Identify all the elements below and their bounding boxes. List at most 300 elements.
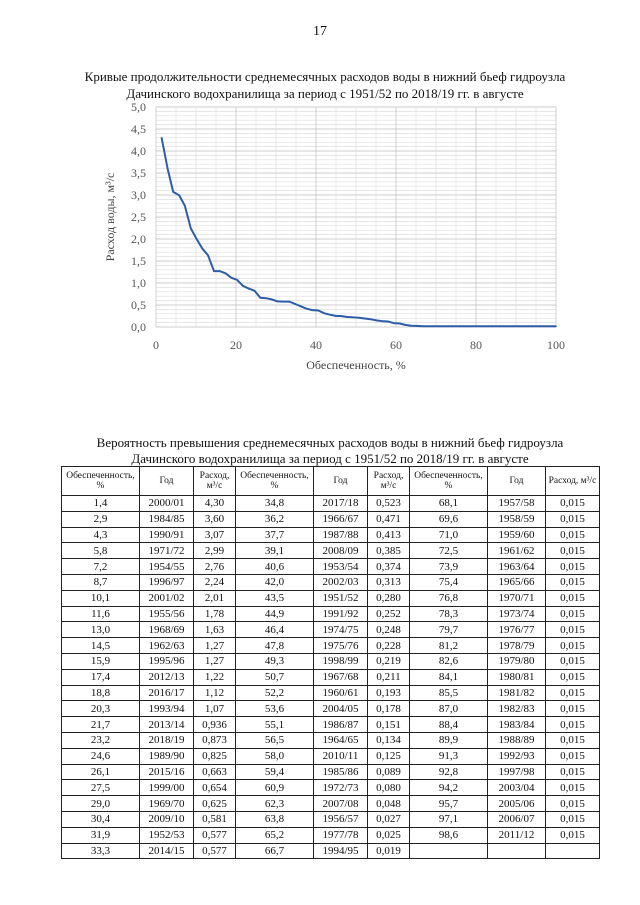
table-cell: 1988/89	[488, 732, 546, 748]
table-cell: 0,125	[368, 748, 410, 764]
table-cell: 1,12	[194, 685, 236, 701]
table-cell: 1,22	[194, 669, 236, 685]
table-cell: 2,01	[194, 590, 236, 606]
data-point	[399, 323, 401, 325]
data-point	[410, 325, 412, 327]
table-cell: 39,1	[236, 543, 314, 559]
table-cell: 0,015	[546, 717, 600, 733]
table-cell: 91,3	[410, 748, 488, 764]
table-cell: 88,4	[410, 717, 488, 733]
table-cell: 1976/77	[488, 622, 546, 638]
table-row	[62, 559, 600, 575]
data-point	[312, 309, 314, 311]
table-cell: 0,280	[368, 590, 410, 606]
table-cell: 1984/85	[140, 511, 194, 527]
y-tick-label: 2,0	[131, 232, 146, 246]
data-point	[184, 205, 186, 207]
table-cell: 1982/83	[488, 701, 546, 717]
table-cell: 1973/74	[488, 606, 546, 622]
table-cell: 0,654	[194, 780, 236, 796]
table-cell: 82,6	[410, 653, 488, 669]
table-cell: 10,1	[62, 590, 140, 606]
x-tick-label: 0	[153, 338, 159, 352]
table-cell: 0,015	[546, 811, 600, 827]
table-cell: 2007/08	[314, 796, 368, 812]
table-cell: 0,151	[368, 717, 410, 733]
data-point	[370, 318, 372, 320]
table-cell: 66,7	[236, 843, 314, 859]
table-cell: 29,0	[62, 796, 140, 812]
data-point	[387, 321, 389, 323]
table-cell: 1972/73	[314, 780, 368, 796]
table-cell: 2009/10	[140, 811, 194, 827]
table-cell: 1963/64	[488, 559, 546, 575]
table-cell: 13,0	[62, 622, 140, 638]
table-cell: 95,7	[410, 796, 488, 812]
data-point	[318, 310, 320, 312]
table-cell: 75,4	[410, 574, 488, 590]
table-cell: 0,015	[546, 543, 600, 559]
data-point	[341, 315, 343, 317]
table-cell: 0,080	[368, 780, 410, 796]
table-cell: 2,24	[194, 574, 236, 590]
table-row	[62, 527, 600, 543]
table-cell: 1979/80	[488, 653, 546, 669]
table-cell: 2004/05	[314, 701, 368, 717]
table-cell: 1991/92	[314, 606, 368, 622]
data-point	[260, 297, 262, 299]
table-cell: 0,413	[368, 527, 410, 543]
table-cell: 63,8	[236, 811, 314, 827]
table-cell: 59,4	[236, 764, 314, 780]
x-tick-label: 40	[310, 338, 322, 352]
table-cell: 85,5	[410, 685, 488, 701]
table-cell: 0,015	[546, 590, 600, 606]
table-cell: 1,07	[194, 701, 236, 717]
table-cell: 1990/91	[140, 527, 194, 543]
data-point	[196, 238, 198, 240]
table-header-cell: Обеспеченность, %	[410, 467, 488, 496]
data-point	[225, 273, 227, 275]
table-body	[62, 496, 600, 859]
data-point	[172, 191, 174, 193]
table-row	[62, 796, 600, 812]
table-cell	[546, 843, 600, 859]
duration-curve-chart	[100, 96, 570, 386]
table-cell: 33,3	[62, 843, 140, 859]
table-cell: 0,625	[194, 796, 236, 812]
data-point	[428, 326, 430, 328]
table-header-cell: Расход, м³/с	[368, 467, 410, 496]
table-cell: 65,2	[236, 827, 314, 843]
table-cell: 0,015	[546, 496, 600, 512]
table-row	[62, 811, 600, 827]
data-point	[323, 312, 325, 314]
table-cell: 1,78	[194, 606, 236, 622]
table-cell: 60,9	[236, 780, 314, 796]
table-title-line-1: Вероятность превышения среднемесячных расходов воды в нижний бьеф гидроузла	[96, 435, 564, 450]
data-point	[178, 195, 180, 197]
data-point	[422, 325, 424, 327]
table-cell: 0,015	[546, 653, 600, 669]
table-cell: 2,99	[194, 543, 236, 559]
table-cell: 0,219	[368, 653, 410, 669]
table-cell: 84,1	[410, 669, 488, 685]
table-cell: 4,3	[62, 527, 140, 543]
table-cell: 8,7	[62, 574, 140, 590]
table-cell: 34,8	[236, 496, 314, 512]
table-cell: 0,134	[368, 732, 410, 748]
table-cell: 0,248	[368, 622, 410, 638]
table-cell: 27,5	[62, 780, 140, 796]
y-tick-label: 3,5	[131, 166, 146, 180]
chart-title-line-1: Кривые продолжительности среднемесячных расходов воды в нижний бьеф гидроузла	[84, 69, 566, 84]
data-point	[213, 270, 215, 272]
table-cell: 53,6	[236, 701, 314, 717]
table-cell: 1986/87	[314, 717, 368, 733]
table-cell: 2005/06	[488, 796, 546, 812]
table-cell: 30,4	[62, 811, 140, 827]
table-cell: 50,7	[236, 669, 314, 685]
table-cell: 0,015	[546, 701, 600, 717]
table-cell: 98,6	[410, 827, 488, 843]
chart-title-line-2: Дачинского водохранилища за период с 1951/52 по 2018/19 гг. в августе	[126, 86, 524, 101]
table-cell: 1987/88	[314, 527, 368, 543]
table-cell: 1969/70	[140, 796, 194, 812]
table-cell: 0,211	[368, 669, 410, 685]
table-row	[62, 843, 600, 859]
table-cell	[410, 843, 488, 859]
data-point	[352, 317, 354, 319]
table-cell: 1980/81	[488, 669, 546, 685]
y-tick-label: 4,5	[131, 122, 146, 136]
y-tick-label: 2,5	[131, 210, 146, 224]
data-point	[248, 288, 250, 290]
table-cell: 0,663	[194, 764, 236, 780]
table-cell: 2013/14	[140, 717, 194, 733]
data-point	[283, 301, 285, 303]
table-cell: 0,015	[546, 559, 600, 575]
table-row	[62, 543, 600, 559]
table-cell: 58,0	[236, 748, 314, 764]
table-cell: 0,825	[194, 748, 236, 764]
table-cell: 23,2	[62, 732, 140, 748]
table-cell: 0,228	[368, 638, 410, 654]
table-cell: 69,6	[410, 511, 488, 527]
table-cell: 1,27	[194, 653, 236, 669]
table-cell: 0,385	[368, 543, 410, 559]
table-cell: 1,27	[194, 638, 236, 654]
data-point	[288, 301, 290, 303]
data-point	[242, 285, 244, 287]
table-cell: 1989/90	[140, 748, 194, 764]
table-cell: 0,015	[546, 732, 600, 748]
table-row	[62, 732, 600, 748]
table-cell: 20,3	[62, 701, 140, 717]
table-cell: 1995/96	[140, 653, 194, 669]
table-cell: 92,8	[410, 764, 488, 780]
data-point	[416, 325, 418, 327]
data-point	[167, 168, 169, 170]
table-cell: 0,936	[194, 717, 236, 733]
table-cell: 2,76	[194, 559, 236, 575]
data-point	[364, 318, 366, 320]
data-point	[254, 290, 256, 292]
table-cell: 1,4	[62, 496, 140, 512]
table-cell: 0,577	[194, 827, 236, 843]
table-cell: 2000/01	[140, 496, 194, 512]
data-point	[404, 324, 406, 326]
table-cell: 18,8	[62, 685, 140, 701]
data-point	[161, 137, 163, 139]
table-cell: 1953/54	[314, 559, 368, 575]
page-number: 17	[313, 24, 327, 39]
table-cell: 36,2	[236, 511, 314, 527]
table-cell: 1983/84	[488, 717, 546, 733]
y-tick-label: 1,0	[131, 276, 146, 290]
table-cell: 26,1	[62, 764, 140, 780]
table-cell: 1978/79	[488, 638, 546, 654]
data-point	[300, 305, 302, 307]
x-axis-label: Обеспеченность, %	[306, 358, 406, 372]
data-point	[335, 315, 337, 317]
table-cell: 0,048	[368, 796, 410, 812]
data-point	[236, 279, 238, 281]
table-cell: 0,015	[546, 574, 600, 590]
table-cell: 0,577	[194, 843, 236, 859]
table-cell: 0,523	[368, 496, 410, 512]
table-cell: 0,015	[546, 764, 600, 780]
y-tick-label: 3,0	[131, 188, 146, 202]
table-cell: 87,0	[410, 701, 488, 717]
table-cell: 0,015	[546, 796, 600, 812]
table-cell: 1985/86	[314, 764, 368, 780]
data-point	[202, 248, 204, 250]
data-point	[376, 320, 378, 322]
table-cell: 62,3	[236, 796, 314, 812]
table-cell: 2002/03	[314, 574, 368, 590]
table-cell: 78,3	[410, 606, 488, 622]
table-cell: 31,9	[62, 827, 140, 843]
x-tick-label: 20	[230, 338, 242, 352]
data-point	[271, 299, 273, 301]
table-cell: 2016/17	[140, 685, 194, 701]
table-cell: 52,2	[236, 685, 314, 701]
data-point	[306, 308, 308, 310]
table-cell: 1958/59	[488, 511, 546, 527]
data-point	[555, 326, 557, 328]
x-tick-label: 80	[470, 338, 482, 352]
table-cell: 2,9	[62, 511, 140, 527]
table-cell: 1977/78	[314, 827, 368, 843]
table-cell: 44,9	[236, 606, 314, 622]
table-cell: 24,6	[62, 748, 140, 764]
table-cell: 56,5	[236, 732, 314, 748]
table-row	[62, 717, 600, 733]
y-tick-label: 0,0	[131, 320, 146, 334]
table-cell: 55,1	[236, 717, 314, 733]
table-header-cell: Расход, м³/с	[546, 467, 600, 496]
table-cell: 3,60	[194, 511, 236, 527]
table-cell: 1993/94	[140, 701, 194, 717]
table-cell: 1954/55	[140, 559, 194, 575]
table-cell: 1994/95	[314, 843, 368, 859]
table-cell: 43,5	[236, 590, 314, 606]
table-row	[62, 511, 600, 527]
data-point	[381, 320, 383, 322]
data-point	[207, 254, 209, 256]
table-cell: 15,9	[62, 653, 140, 669]
data-point	[294, 303, 296, 305]
table-cell: 17,4	[62, 669, 140, 685]
table-cell: 1974/75	[314, 622, 368, 638]
table-cell: 2003/04	[488, 780, 546, 796]
table-cell: 68,1	[410, 496, 488, 512]
table-cell: 21,7	[62, 717, 140, 733]
table-cell: 1968/69	[140, 622, 194, 638]
table-header-row	[62, 467, 600, 496]
table-header-cell: Обеспеченность, %	[62, 467, 140, 496]
table-cell: 0,015	[546, 748, 600, 764]
table-cell: 0,089	[368, 764, 410, 780]
table-cell: 37,7	[236, 527, 314, 543]
table-cell: 2015/16	[140, 764, 194, 780]
table-header-cell: Обеспеченность, %	[236, 467, 314, 496]
table-cell: 1997/98	[488, 764, 546, 780]
table-header-cell: Год	[140, 467, 194, 496]
table-cell: 79,7	[410, 622, 488, 638]
table-cell: 1970/71	[488, 590, 546, 606]
data-point	[190, 228, 192, 230]
table-cell: 5,8	[62, 543, 140, 559]
table-row	[62, 606, 600, 622]
table-cell: 0,015	[546, 638, 600, 654]
table-cell: 0,015	[546, 606, 600, 622]
y-tick-label: 1,5	[131, 254, 146, 268]
table-cell: 0,581	[194, 811, 236, 827]
table-cell: 0,471	[368, 511, 410, 527]
table-cell: 0,027	[368, 811, 410, 827]
table-row	[62, 496, 600, 512]
y-tick-label: 5,0	[131, 100, 146, 114]
table-cell: 1957/58	[488, 496, 546, 512]
table-cell: 2008/09	[314, 543, 368, 559]
y-tick-label: 0,5	[131, 298, 146, 312]
table-cell: 1998/99	[314, 653, 368, 669]
table-cell: 0,193	[368, 685, 410, 701]
table-cell: 14,5	[62, 638, 140, 654]
table-cell: 97,1	[410, 811, 488, 827]
table-cell: 0,025	[368, 827, 410, 843]
table-cell: 1967/68	[314, 669, 368, 685]
exceedance-probability-table	[61, 466, 600, 859]
table-cell: 2018/19	[140, 732, 194, 748]
table-cell	[488, 843, 546, 859]
data-point	[277, 301, 279, 303]
table-cell: 73,9	[410, 559, 488, 575]
data-point	[219, 270, 221, 272]
table-cell: 1959/60	[488, 527, 546, 543]
table-cell: 0,015	[546, 780, 600, 796]
table-cell: 47,8	[236, 638, 314, 654]
table-cell: 71,0	[410, 527, 488, 543]
table-cell: 0,019	[368, 843, 410, 859]
table-cell: 46,4	[236, 622, 314, 638]
table-cell: 1960/61	[314, 685, 368, 701]
table-cell: 2001/02	[140, 590, 194, 606]
table-cell: 0,873	[194, 732, 236, 748]
data-point	[346, 316, 348, 318]
table-cell: 81,2	[410, 638, 488, 654]
table-cell: 1955/56	[140, 606, 194, 622]
table-cell: 40,6	[236, 559, 314, 575]
table-cell: 0,015	[546, 669, 600, 685]
table-cell: 1952/53	[140, 827, 194, 843]
table-cell: 42,0	[236, 574, 314, 590]
table-cell: 1965/66	[488, 574, 546, 590]
table-title-line-2: Дачинского водохранилища за период с 1951/52 по 2018/19 гг. в августе	[131, 451, 529, 466]
table-cell: 1964/65	[314, 732, 368, 748]
table-cell: 2017/18	[314, 496, 368, 512]
table-cell: 1981/82	[488, 685, 546, 701]
series-line	[162, 138, 556, 326]
table-cell: 0,015	[546, 527, 600, 543]
table-row	[62, 622, 600, 638]
table-row	[62, 701, 600, 717]
table-cell: 0,252	[368, 606, 410, 622]
table-cell: 1996/97	[140, 574, 194, 590]
y-tick-label: 4,0	[131, 144, 146, 158]
table-row	[62, 638, 600, 654]
table-cell: 2010/11	[314, 748, 368, 764]
table-cell: 1966/67	[314, 511, 368, 527]
table-cell: 0,015	[546, 827, 600, 843]
table-row	[62, 653, 600, 669]
data-point	[358, 317, 360, 319]
table-row	[62, 764, 600, 780]
table-cell: 0,313	[368, 574, 410, 590]
table-cell: 0,178	[368, 701, 410, 717]
x-tick-label: 100	[547, 338, 565, 352]
table-title	[60, 435, 600, 467]
table-row	[62, 669, 600, 685]
table-cell: 1975/76	[314, 638, 368, 654]
y-axis-label: Расход воды, м³/с	[103, 172, 117, 262]
table-cell: 0,374	[368, 559, 410, 575]
table-cell: 11,6	[62, 606, 140, 622]
table-row	[62, 780, 600, 796]
table-row	[62, 574, 600, 590]
table-cell: 94,2	[410, 780, 488, 796]
table-cell: 76,8	[410, 590, 488, 606]
table-cell: 2006/07	[488, 811, 546, 827]
data-point	[265, 297, 267, 299]
table-row	[62, 748, 600, 764]
data-point	[230, 277, 232, 279]
table-cell: 1999/00	[140, 780, 194, 796]
table-cell: 2014/15	[140, 843, 194, 859]
table-row	[62, 685, 600, 701]
table-cell: 1951/52	[314, 590, 368, 606]
table-cell: 72,5	[410, 543, 488, 559]
table-row	[62, 827, 600, 843]
table-cell: 7,2	[62, 559, 140, 575]
table-cell: 1971/72	[140, 543, 194, 559]
table-cell: 89,9	[410, 732, 488, 748]
table-cell: 0,015	[546, 511, 600, 527]
table-header-cell: Год	[314, 467, 368, 496]
table-cell: 3,07	[194, 527, 236, 543]
